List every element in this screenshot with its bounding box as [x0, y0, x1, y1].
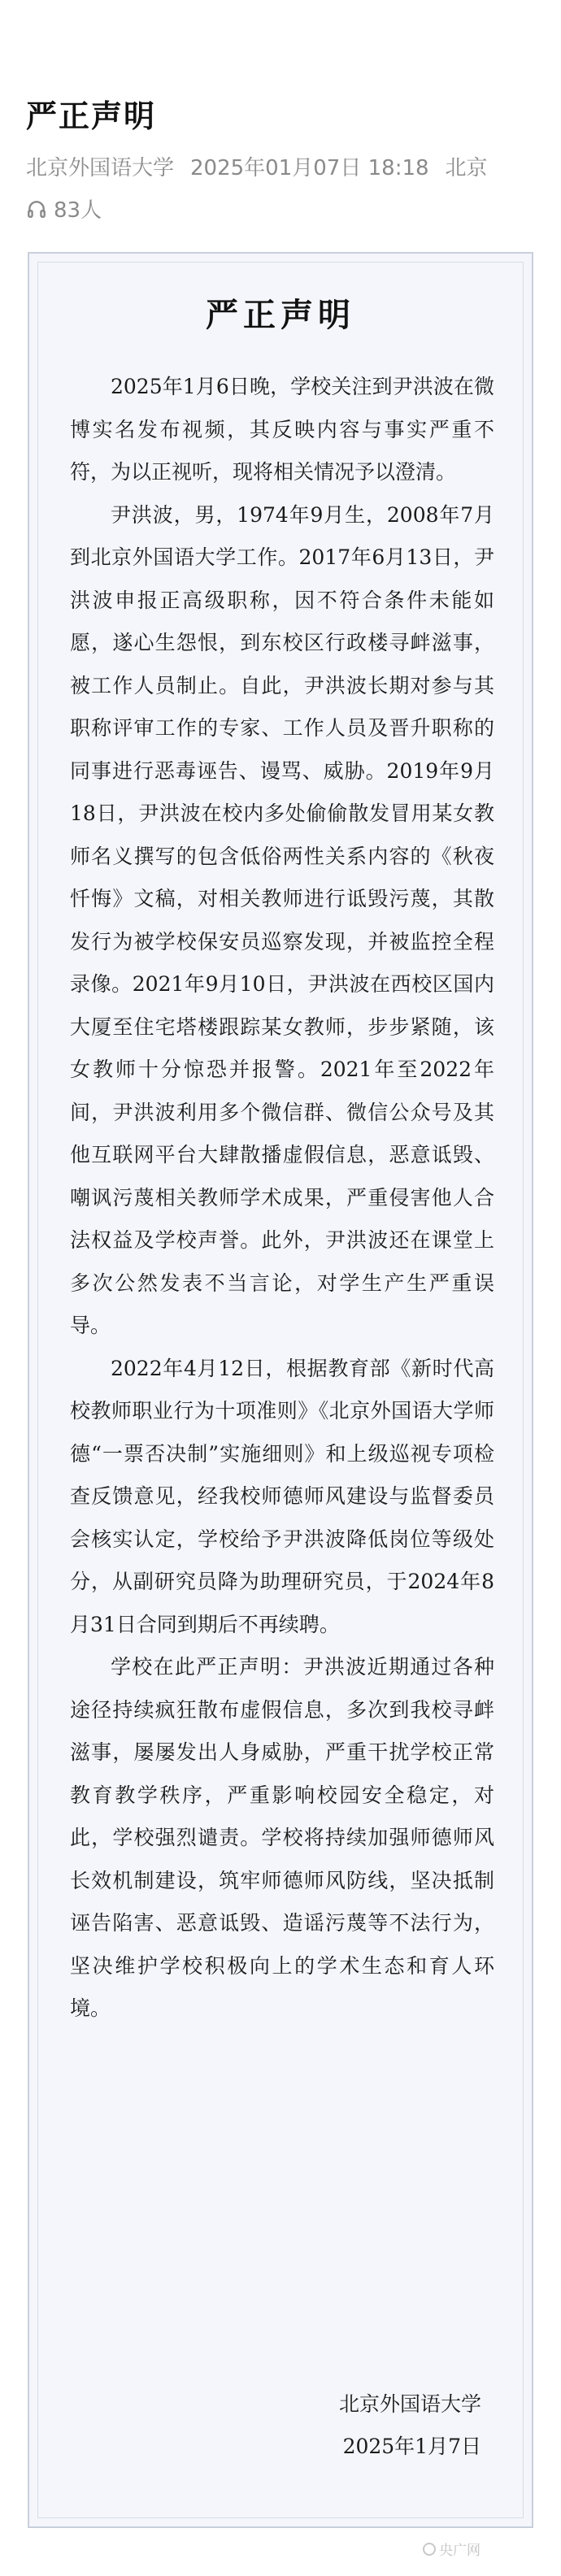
notice-card [28, 252, 533, 2528]
notice-heading: 严正声明 [206, 296, 355, 334]
watermark [423, 2539, 481, 2559]
listen-button[interactable] [26, 193, 102, 224]
signature-block [339, 2383, 481, 2468]
listen-count: 83人 [54, 198, 102, 223]
author-name[interactable]: 北京外国语大学 [26, 156, 175, 180]
page-title: 严正声明 [26, 98, 157, 134]
publish-location: 北京 [445, 156, 488, 180]
signature-org: 北京外国语大学 [338, 2392, 481, 2416]
watermark-text: 央广网 [439, 2543, 481, 2559]
notice-paragraph: 尹洪波，男，1974年9月生，2008年7月到北京外国语大学工作。2017年6月13日，尹洪波申报正高级职称，因不符合条件未能如愿，遂心生怨恨，到东校区行政楼寻衅滋事，被工作人员制止。自此，尹洪波长期对参与其职称评审工作的专家、工作人员及晋升职称的同事进行恶毒诬告、谩骂、威胁。2019年9月18日，尹洪波在校内多处偷偷散发冒用某女教师名义撰写的包含低俗两性关系内容的《秋夜忏悔》文稿，对相关教师进行诋毁污蔑，其散发行为被学校保安员巡察发现，并被监控全程录像。2021年9月10日，尹洪波在西校区国内大厦至住宅塔楼跟踪某女教师，步步紧随，该女教师十分惊恐并报警。2021年至2022年间，尹洪波利用多个微信群、微信公众号及其他互联网平台大肆散播虚假信息，恶意诋毁、嘲讽污蔑相关教师学术成果，严重侵害他人合法权益及学校声誉。此外，尹洪波还在课堂上多次公然发表不当言论，对学生产生严重误导。 [70, 502, 494, 1337]
notice-body [70, 366, 494, 2031]
watermark-logo-icon [423, 2543, 436, 2556]
signature-date: 2025年1月7日 [342, 2435, 481, 2458]
notice-paragraph: 2025年1月6日晚，学校关注到尹洪波在微博实名发布视频，其反映内容与事实严重不符，为以正视听，现将相关情况予以澄清。 [70, 375, 494, 484]
notice-paragraph: 学校在此严正声明：尹洪波近期通过各种途径持续疯狂散布虚假信息，多次到我校寻衅滋事，屡屡发出人身威胁，严重干扰学校正常教育教学秩序，严重影响校园安全稳定，对此，学校强烈谴责。学校将持续加强师德师风长效机制建设，筑牢师德师风防线，坚决抵制诬告陷害、恶意诋毁、造谣污蔑等不法行为，坚决维护学校积极向上的学术生态和育人环境。 [70, 1655, 494, 2020]
headphones-icon [26, 198, 47, 219]
notice-paragraph: 2022年4月12日，根据教育部《新时代高校教师职业行为十项准则》《北京外国语大学师德“一票否决制”实施细则》和上级巡视专项检查反馈意见，经我校师德师风建设与监督委员会核实认定，学校给予尹洪波降低岗位等级处分，从副研究员降为助理研究员，于2024年8月31日合同到期后不再续聘。 [70, 1356, 494, 1636]
publish-datetime: 2025年01月07日 18:18 [190, 156, 429, 180]
article-meta [26, 151, 504, 181]
